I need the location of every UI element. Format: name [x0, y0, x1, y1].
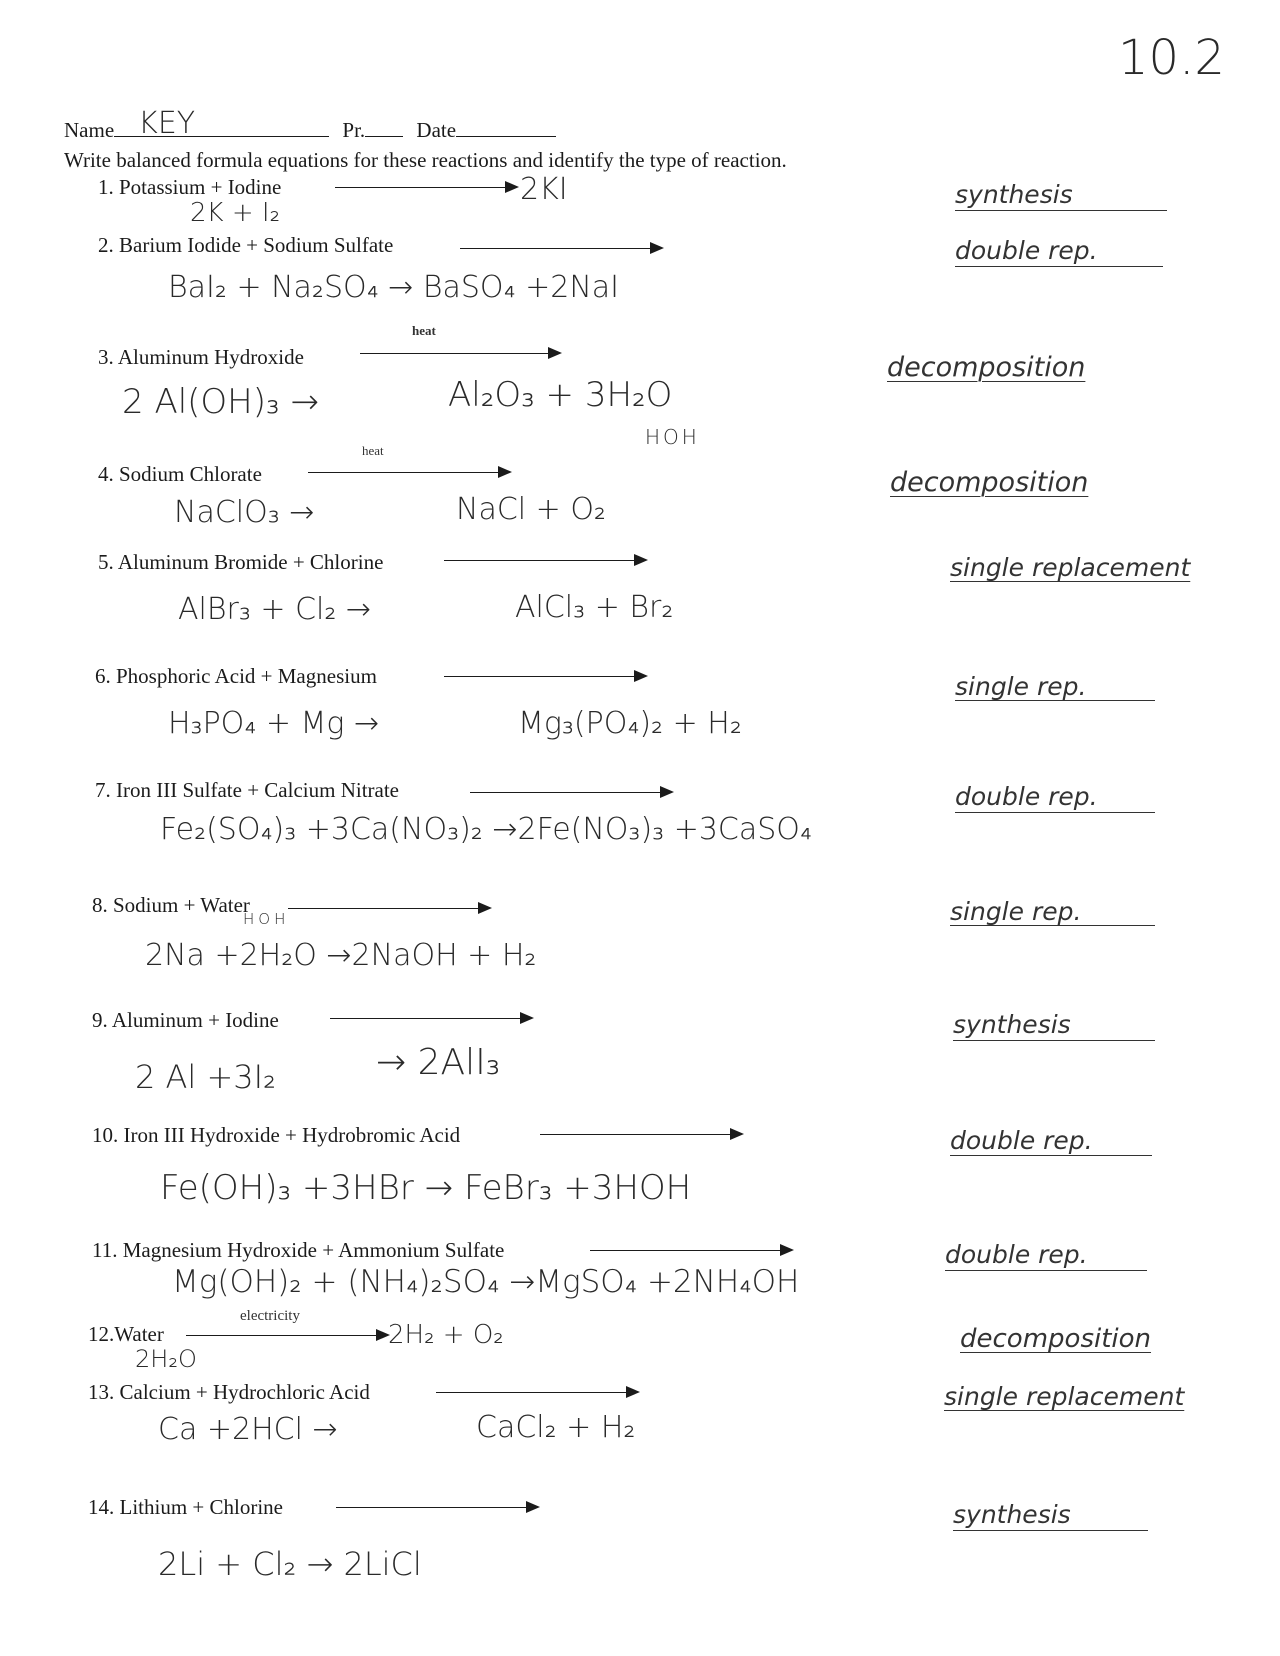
problem-3-type: decomposition — [887, 352, 1086, 383]
instructions: Write balanced formula equations for these reactions and identify the type of reaction. — [64, 148, 787, 172]
problem-8-prompt: 8. Sodium + Water — [92, 893, 250, 917]
problem-11-answer-line — [945, 1270, 1147, 1271]
problem-4-arrow — [308, 472, 508, 473]
problem-6-work-left: H₃PO₄ + Mg → — [168, 706, 380, 741]
problem-1-product: 2KI — [520, 172, 568, 207]
problem-3-condition: heat — [412, 323, 436, 338]
problem-7-answer-line — [955, 812, 1155, 813]
problem-13-arrow — [436, 1392, 636, 1393]
name-value: KEY — [138, 106, 196, 141]
problem-1-answer-line — [955, 210, 1167, 211]
problem-5-work-left: AlBr₃ + Cl₂ → — [178, 592, 372, 627]
problem-2-work: BaI₂ + Na₂SO₄ → BaSO₄ +2NaI — [168, 270, 619, 305]
problem-10-arrow — [540, 1134, 740, 1135]
problem-7-prompt: 7. Iron III Sulfate + Calcium Nitrate — [95, 778, 399, 802]
date-field — [456, 118, 556, 137]
problem-3-arrow — [360, 353, 558, 354]
problem-4-type: decomposition — [890, 467, 1089, 498]
date-label: Date — [416, 118, 457, 142]
problem-8-type: single rep. — [950, 897, 1082, 926]
header-line — [64, 106, 556, 143]
problem-10-prompt: 10. Iron III Hydroxide + Hydrobromic Acid — [92, 1123, 461, 1147]
problem-9-arrow — [330, 1018, 530, 1019]
problem-3-work-right: Al₂O₃ + 3H₂O — [448, 375, 673, 415]
problem-2-type: double rep. — [955, 236, 1098, 265]
problem-12-condition: electricity — [240, 1308, 300, 1324]
problem-4-work-right: NaCl + O₂ — [456, 492, 606, 527]
problem-13-work-right: CaCl₂ + H₂ — [476, 1410, 636, 1445]
problem-7-work: Fe₂(SO₄)₃ +3Ca(NO₃)₂ →2Fe(NO₃)₃ +3CaSO₄ — [160, 812, 812, 847]
period-field — [365, 118, 403, 137]
problem-3-note: HOH — [645, 425, 700, 449]
problem-11-type: double rep. — [945, 1240, 1088, 1269]
problem-7-type: double rep. — [955, 782, 1098, 811]
problem-9-work-right: → 2AlI₃ — [376, 1042, 501, 1083]
problem-8-answer-line — [950, 925, 1155, 926]
problem-6-arrow — [444, 676, 644, 677]
problem-3-work-left: 2 Al(OH)₃ → — [122, 382, 319, 422]
problem-10-work: Fe(OH)₃ +3HBr → FeBr₃ +3HOH — [160, 1168, 692, 1208]
period-label: Pr. — [342, 118, 366, 142]
problem-13-prompt: 13. Calcium + Hydrochloric Acid — [88, 1380, 370, 1404]
problem-13-work-left: Ca +2HCl → — [158, 1412, 338, 1447]
problem-5-work-right: AlCl₃ + Br₂ — [515, 590, 674, 625]
problem-14-arrow — [336, 1507, 536, 1508]
problem-11-work: Mg(OH)₂ + (NH₄)₂SO₄ →MgSO₄ +2NH₄OH — [172, 1264, 800, 1300]
problem-4-condition: heat — [362, 443, 384, 458]
problem-6-answer-line — [955, 700, 1155, 701]
problem-12-arrow — [186, 1335, 386, 1336]
name-label: Name — [64, 118, 115, 142]
problem-11-arrow — [590, 1250, 790, 1251]
problem-9-answer-line — [953, 1040, 1155, 1041]
problem-14-work: 2Li + Cl₂ → 2LiCl — [158, 1545, 422, 1583]
problem-13-type: single replacement — [944, 1382, 1185, 1411]
problem-1-arrow — [335, 187, 515, 188]
problem-5-prompt: 5. Aluminum Bromide + Chlorine — [98, 550, 384, 574]
problem-1-work: 2K + I₂ — [190, 198, 280, 228]
problem-9-work-left: 2 Al +3I₂ — [135, 1058, 276, 1096]
problem-9-prompt: 9. Aluminum + Iodine — [92, 1008, 279, 1032]
problem-1-type: synthesis — [955, 180, 1073, 209]
name-field — [114, 106, 329, 141]
problem-10-answer-line — [950, 1155, 1152, 1156]
problem-12-prompt: 12.Water — [88, 1322, 164, 1346]
problem-8-note: HOH — [243, 910, 290, 928]
problem-2-answer-line — [955, 266, 1163, 267]
problem-5-arrow — [444, 560, 644, 561]
problem-12-product: 2H₂ + O₂ — [388, 1320, 504, 1350]
problem-2-prompt: 2. Barium Iodide + Sodium Sulfate — [98, 233, 394, 257]
problem-2-arrow — [460, 248, 660, 249]
problem-7-arrow — [470, 792, 670, 793]
problem-8-work: 2Na +2H₂O →2NaOH + H₂ — [145, 938, 537, 973]
problem-14-answer-line — [953, 1530, 1148, 1531]
problem-8-arrow — [288, 908, 488, 909]
page-number: 10.2 — [1118, 30, 1225, 86]
problem-6-type: single rep. — [955, 672, 1087, 701]
problem-10-type: double rep. — [950, 1126, 1093, 1155]
problem-12-type: decomposition — [960, 1324, 1152, 1354]
problem-14-prompt: 14. Lithium + Chlorine — [88, 1495, 283, 1519]
problem-1-prompt: 1. Potassium + Iodine — [98, 175, 282, 199]
problem-4-prompt: 4. Sodium Chlorate — [98, 462, 262, 486]
problem-11-prompt: 11. Magnesium Hydroxide + Ammonium Sulfate — [92, 1238, 505, 1262]
problem-4-work-left: NaClO₃ → — [174, 495, 315, 530]
problem-14-type: synthesis — [953, 1500, 1071, 1529]
problem-6-work-right: Mg₃(PO₄)₂ + H₂ — [518, 706, 742, 741]
problem-6-prompt: 6. Phosphoric Acid + Magnesium — [95, 664, 377, 688]
problem-12-work: 2H₂O — [135, 1345, 197, 1373]
problem-5-type: single replacement — [950, 553, 1191, 582]
problem-3-prompt: 3. Aluminum Hydroxide — [98, 345, 304, 369]
problem-9-type: synthesis — [953, 1010, 1071, 1039]
